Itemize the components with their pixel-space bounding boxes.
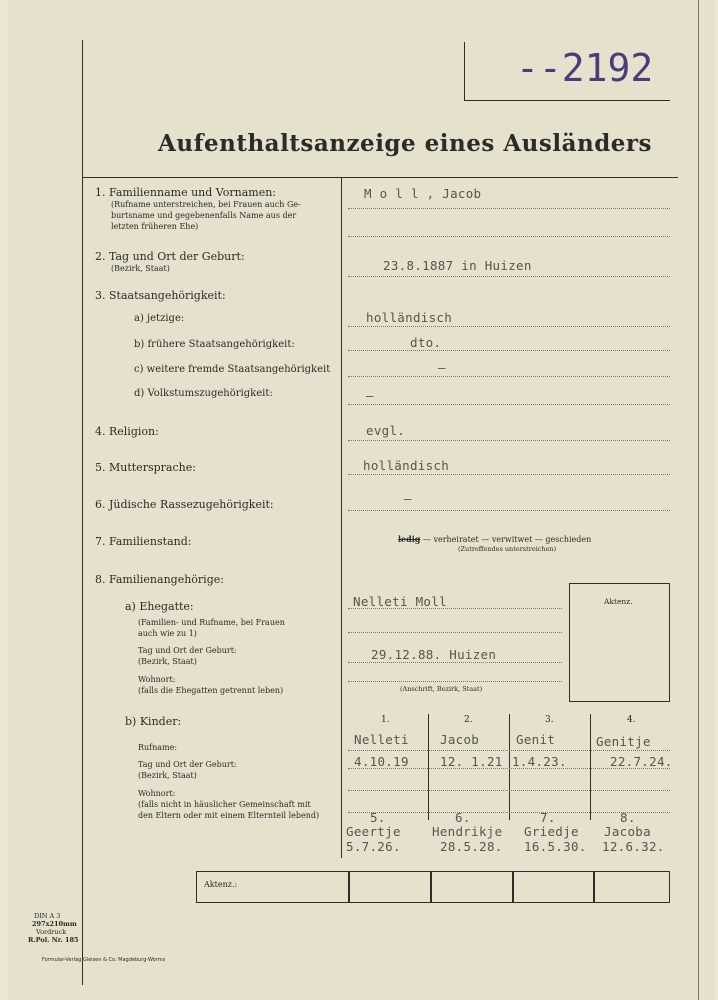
q8-child-residence: Wohnort: [138, 789, 176, 798]
spouse-name-value: Nelleti Moll [353, 594, 447, 609]
spouse-line-1 [348, 608, 562, 609]
child-1-num: 1. [381, 715, 390, 725]
q3-c-label: c) weitere fremde Staatsangehörigkeit [134, 364, 331, 375]
q8-label: 8. Familienangehörige: [95, 573, 224, 586]
q8-spouse-birth: Tag und Ort der Geburt: [138, 646, 237, 655]
q5-line [348, 474, 670, 475]
q3-b-line [348, 350, 670, 351]
q8-child-residence-note-2: den Eltern oder mit einem Elternteil lebend) [138, 811, 320, 820]
child-2-num: 2. [464, 715, 473, 725]
q3-a-line [348, 326, 670, 327]
child-5-date: 5.7.26. [346, 839, 401, 854]
q8-spouse-note-1: (Familien- und Rufname, bei Frauen [138, 618, 285, 627]
q7-option-rest: — verheiratet — verwitwet — geschieden [422, 535, 592, 544]
q6-line [348, 510, 670, 511]
spouse-line-3 [348, 662, 562, 663]
children-line-1 [348, 750, 670, 751]
margin-note-3: Vordruck [36, 928, 67, 936]
q3-a-value: holländisch [366, 310, 453, 325]
q5-value: holländisch [363, 458, 450, 473]
q4-label: 4. Religion: [95, 425, 159, 438]
child-4-num: 4. [627, 715, 636, 725]
q7-options [398, 534, 591, 544]
child-7-date: 16.5.30. [524, 839, 587, 854]
footer-col-1 [348, 872, 350, 902]
q1-line-2 [348, 236, 670, 237]
left-margin-line [82, 40, 83, 985]
spouse-line-4 [348, 681, 562, 682]
q7-option-ledig: ledig [398, 534, 421, 544]
spouse-birth-value: 29.12.88. Huizen [371, 647, 497, 662]
child-5-num: 5. [370, 810, 386, 825]
right-border-line [698, 0, 699, 1000]
q5-label: 5. Muttersprache: [95, 461, 196, 474]
children-col-line-3 [590, 714, 591, 820]
q8-child-birth: Tag und Ort der Geburt: [138, 760, 237, 769]
aktenz-label: Aktenz. [604, 597, 633, 606]
child-6-name: Hendrikje [432, 824, 503, 839]
footer-col-4 [593, 872, 595, 902]
q8-spouse-birth-note: (Bezirk, Staat) [138, 657, 197, 666]
q3-c-value: – [438, 360, 446, 375]
child-1-name: Nelleti [354, 732, 409, 747]
column-divider [341, 178, 342, 858]
q1-line-1 [348, 208, 670, 209]
stamp-number: --2192 [516, 46, 654, 90]
q3-b-value: dto. [410, 335, 442, 350]
child-4-date: 22.7.24. [610, 754, 673, 769]
q1-note-2: burtsname und gegebenenfalls Name aus der [111, 211, 297, 220]
q8-child-residence-note-1: (falls nicht in häuslicher Gemeinschaft mit [138, 800, 311, 809]
child-1-date: 4.10.19 [354, 754, 409, 769]
q3-d-value: – [366, 388, 374, 403]
footer-col-3 [512, 872, 514, 902]
stamp-box-left [464, 42, 465, 100]
q8-spouse-note-2: auch wie zu 1) [138, 629, 197, 638]
stamp-box-bottom [464, 100, 670, 101]
q6-label: 6. Jüdische Rassezugehörigkeit: [95, 498, 274, 511]
q6-value: – [404, 491, 412, 506]
children-line-3 [348, 790, 670, 791]
form-title: Aufenthaltsanzeige eines Ausländers [158, 130, 652, 157]
q1-label: 1. Familienname und Vornamen: [95, 186, 276, 199]
child-5-name: Geertje [346, 824, 401, 839]
margin-note-1: DIN A 3 [34, 912, 61, 920]
q8-child-rufname: Rufname: [138, 743, 178, 752]
child-8-name: Jacoba [604, 824, 651, 839]
margin-note-4: R.Pol. Nr. 185 [28, 936, 79, 944]
q2-note: (Bezirk, Staat) [111, 264, 170, 273]
footer-col-2 [430, 872, 432, 902]
margin-note-2: 297x210mm [32, 920, 77, 928]
q2-line [348, 276, 670, 277]
child-2-date: 12. 1.21 [440, 754, 503, 769]
child-3-num: 3. [545, 715, 554, 725]
child-7-num: 7. [540, 810, 556, 825]
q4-value: evgl. [366, 423, 406, 438]
q1-note-1: (Rufname unterstreichen, bei Frauen auch Ge- [111, 200, 301, 209]
spouse-line-2 [348, 632, 562, 633]
child-8-num: 8. [620, 810, 636, 825]
q8-children-label: b) Kinder: [125, 715, 182, 728]
q1-value: M o l l , Jacob [364, 186, 482, 201]
q8-spouse-residence: Wohnort: [138, 675, 176, 684]
child-7-name: Griedje [524, 824, 579, 839]
publisher-imprint: Formular-Verlag Gleisen & Co. Magdeburg-Worms [42, 957, 166, 963]
q2-value: 23.8.1887 in Huizen [383, 258, 532, 273]
footer-aktenz-table [196, 871, 670, 903]
address-note: (Anschrift, Bezirk, Staat) [400, 685, 483, 693]
q3-c-line [348, 376, 670, 377]
q7-label: 7. Familienstand: [95, 535, 192, 548]
child-2-name: Jacob [440, 732, 480, 747]
title-rule [83, 177, 678, 178]
q3-d-label: d) Volkstumszugehörigkeit: [134, 388, 273, 399]
q3-a-label: a) jetzige: [134, 313, 185, 324]
q2-label: 2. Tag und Ort der Geburt: [95, 250, 245, 263]
footer-aktenz-label: Aktenz.: [204, 880, 238, 889]
q4-line [348, 440, 670, 441]
q3-d-line [348, 404, 670, 405]
child-3-name: Genit [516, 732, 556, 747]
child-8-date: 12.6.32. [602, 839, 665, 854]
child-6-num: 6. [455, 810, 471, 825]
child-3-date: 1.4.23. [512, 754, 567, 769]
form-sheet [8, 0, 715, 1000]
q7-note: (Zutreffendes unterstreichen) [458, 545, 557, 553]
children-col-line-1 [428, 714, 429, 820]
children-col-line-2 [509, 714, 510, 820]
q8-spouse-residence-note: (falls die Ehegatten getrennt leben) [138, 686, 284, 695]
q8-child-birth-note: (Bezirk, Staat) [138, 771, 197, 780]
child-6-date: 28.5.28. [440, 839, 503, 854]
child-4-name: Genitje [596, 734, 651, 749]
q1-note-3: letzten früheren Ehe) [111, 222, 199, 231]
q8-spouse-label: a) Ehegatte: [125, 600, 194, 613]
q3-label: 3. Staatsangehörigkeit: [95, 289, 226, 302]
q3-b-label: b) frühere Staatsangehörigkeit: [134, 339, 295, 350]
